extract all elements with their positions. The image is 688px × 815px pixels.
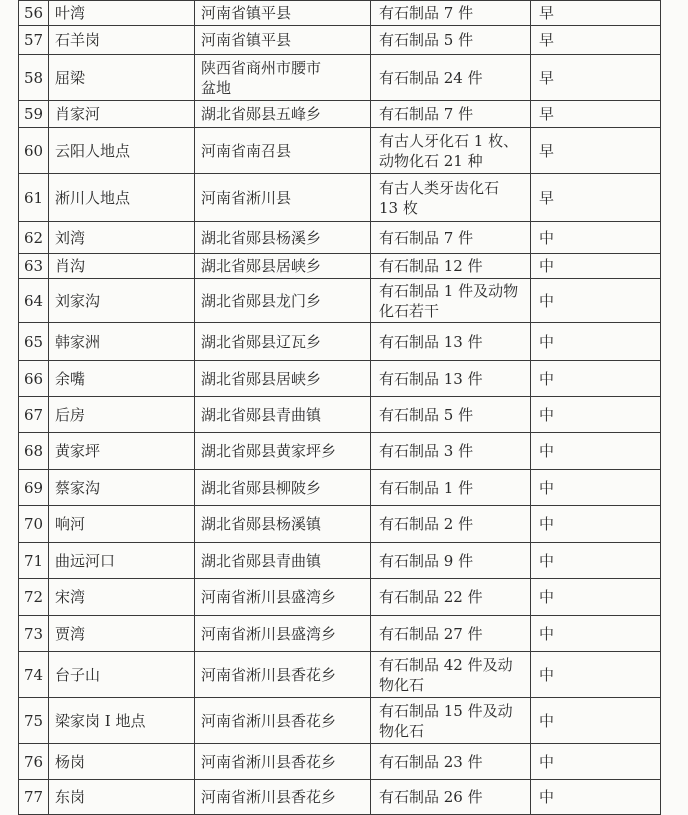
site-finds-text: 有石制品 1 件及动物 化石若干 bbox=[379, 281, 519, 320]
site-period-text: 中 bbox=[539, 711, 555, 730]
site-finds-text: 有石制品 13 件 bbox=[379, 332, 483, 351]
table-row bbox=[19, 361, 661, 397]
site-name-text: 肖家河 bbox=[55, 105, 101, 123]
site-period bbox=[531, 128, 661, 174]
site-location bbox=[195, 470, 371, 506]
row-number bbox=[19, 323, 49, 361]
site-period-text: 中 bbox=[539, 551, 555, 570]
table-row bbox=[19, 55, 661, 101]
site-period bbox=[531, 361, 661, 397]
site-finds-text: 有石制品 42 件及动 物化石 bbox=[379, 655, 513, 694]
site-period-text: 中 bbox=[539, 405, 555, 424]
site-finds-text: 有石制品 1 件 bbox=[379, 478, 474, 497]
site-finds bbox=[371, 361, 531, 397]
site-finds bbox=[371, 222, 531, 254]
site-name-text: 梁家岗 I 地点 bbox=[55, 711, 146, 730]
site-location-text: 湖北省郧县辽瓦乡 bbox=[201, 332, 322, 351]
row-number-text: 61 bbox=[23, 188, 44, 207]
table-row bbox=[19, 1, 661, 26]
site-location-text: 湖北省郧县杨溪镇 bbox=[201, 515, 322, 533]
table-row bbox=[19, 26, 661, 55]
row-number bbox=[19, 279, 49, 323]
site-name-text: 韩家洲 bbox=[55, 332, 101, 351]
table-row bbox=[19, 652, 661, 698]
row-number bbox=[19, 506, 49, 543]
site-name bbox=[49, 1, 195, 26]
row-number bbox=[19, 433, 49, 470]
site-location bbox=[195, 616, 371, 652]
site-period bbox=[531, 222, 661, 254]
row-number-text: 71 bbox=[23, 551, 44, 570]
site-name bbox=[49, 616, 195, 652]
site-location bbox=[195, 652, 371, 698]
site-location bbox=[195, 174, 371, 222]
table-row bbox=[19, 744, 661, 780]
site-location bbox=[195, 698, 371, 744]
site-period bbox=[531, 780, 661, 815]
site-name bbox=[49, 579, 195, 616]
site-location-text: 湖北省郧县居峡乡 bbox=[201, 257, 322, 275]
site-finds bbox=[371, 506, 531, 543]
site-location bbox=[195, 579, 371, 616]
site-name bbox=[49, 222, 195, 254]
site-period bbox=[531, 506, 661, 543]
site-name-text: 东岗 bbox=[55, 788, 86, 806]
row-number-text: 75 bbox=[23, 711, 44, 730]
row-number-text: 67 bbox=[23, 405, 44, 424]
row-number bbox=[19, 698, 49, 744]
site-location-text: 河南省镇平县 bbox=[201, 31, 292, 49]
row-number bbox=[19, 361, 49, 397]
site-name-text: 刘湾 bbox=[55, 228, 86, 247]
site-period-text: 中 bbox=[539, 752, 555, 771]
table-row bbox=[19, 174, 661, 222]
site-name bbox=[49, 506, 195, 543]
site-period bbox=[531, 397, 661, 433]
row-number bbox=[19, 780, 49, 815]
site-name bbox=[49, 433, 195, 470]
row-number-text: 56 bbox=[23, 4, 44, 22]
site-name-text: 蔡家沟 bbox=[55, 478, 101, 497]
row-number bbox=[19, 652, 49, 698]
site-location bbox=[195, 397, 371, 433]
site-finds-text: 有石制品 7 件 bbox=[379, 228, 474, 247]
site-period bbox=[531, 579, 661, 616]
row-number bbox=[19, 26, 49, 55]
site-name bbox=[49, 397, 195, 433]
site-name-text: 贾湾 bbox=[55, 624, 86, 643]
site-finds-text: 有石制品 15 件及动 物化石 bbox=[379, 701, 513, 740]
site-location bbox=[195, 1, 371, 26]
site-finds-text: 有石制品 22 件 bbox=[379, 588, 483, 606]
table-row bbox=[19, 397, 661, 433]
row-number-text: 63 bbox=[23, 257, 44, 275]
site-location bbox=[195, 323, 371, 361]
site-location-text: 陕西省商州市腰市 盆地 bbox=[201, 58, 322, 97]
site-name bbox=[49, 698, 195, 744]
site-finds bbox=[371, 279, 531, 323]
site-name-text: 刘家沟 bbox=[55, 291, 101, 310]
row-number bbox=[19, 101, 49, 128]
site-location bbox=[195, 128, 371, 174]
row-number-text: 64 bbox=[23, 291, 44, 310]
site-name bbox=[49, 254, 195, 279]
site-finds bbox=[371, 128, 531, 174]
site-name-text: 宋湾 bbox=[55, 588, 86, 606]
row-number-text: 59 bbox=[23, 105, 44, 123]
site-period bbox=[531, 1, 661, 26]
site-finds bbox=[371, 616, 531, 652]
site-location bbox=[195, 55, 371, 101]
site-period bbox=[531, 174, 661, 222]
site-period-text: 早 bbox=[539, 4, 555, 22]
site-period-text: 中 bbox=[539, 442, 555, 460]
table-row bbox=[19, 579, 661, 616]
site-period-text: 中 bbox=[539, 291, 555, 310]
row-number-text: 66 bbox=[23, 369, 44, 388]
site-finds-text: 有石制品 12 件 bbox=[379, 257, 483, 275]
site-location bbox=[195, 543, 371, 579]
site-location bbox=[195, 254, 371, 279]
site-location-text: 湖北省郧县青曲镇 bbox=[201, 551, 322, 570]
site-name-text: 黄家坪 bbox=[55, 442, 101, 460]
table-row bbox=[19, 470, 661, 506]
site-location bbox=[195, 744, 371, 780]
site-finds-text: 有石制品 26 件 bbox=[379, 788, 483, 806]
table-row bbox=[19, 128, 661, 174]
table-row bbox=[19, 101, 661, 128]
site-location-text: 河南省淅川县盛湾乡 bbox=[201, 624, 337, 643]
site-period-text: 中 bbox=[539, 588, 555, 606]
site-period bbox=[531, 616, 661, 652]
row-number-text: 72 bbox=[23, 588, 44, 606]
site-location bbox=[195, 101, 371, 128]
row-number bbox=[19, 55, 49, 101]
site-location-text: 河南省淅川县香花乡 bbox=[201, 788, 337, 806]
site-location-text: 河南省南召县 bbox=[201, 141, 292, 160]
site-finds-text: 有石制品 3 件 bbox=[379, 442, 474, 460]
site-location-text: 湖北省郧县居峡乡 bbox=[201, 369, 322, 388]
site-period-text: 中 bbox=[539, 257, 555, 275]
row-number bbox=[19, 616, 49, 652]
site-period bbox=[531, 101, 661, 128]
site-finds-text: 有石制品 23 件 bbox=[379, 752, 483, 771]
site-period-text: 中 bbox=[539, 665, 555, 684]
row-number-text: 76 bbox=[23, 752, 44, 771]
site-finds bbox=[371, 101, 531, 128]
row-number-text: 77 bbox=[23, 788, 44, 806]
row-number-text: 74 bbox=[23, 665, 44, 684]
table-row bbox=[19, 323, 661, 361]
site-period bbox=[531, 433, 661, 470]
site-location bbox=[195, 506, 371, 543]
site-finds-text: 有石制品 5 件 bbox=[379, 31, 474, 49]
site-finds bbox=[371, 433, 531, 470]
site-period-text: 中 bbox=[539, 788, 555, 806]
site-name-text: 淅川人地点 bbox=[55, 188, 131, 207]
site-finds-text: 有石制品 9 件 bbox=[379, 551, 474, 570]
site-finds bbox=[371, 26, 531, 55]
site-finds-text: 有石制品 2 件 bbox=[379, 515, 474, 533]
site-location-text: 河南省淅川县香花乡 bbox=[201, 711, 337, 730]
site-location-text: 河南省淅川县盛湾乡 bbox=[201, 588, 337, 606]
row-number bbox=[19, 174, 49, 222]
site-finds bbox=[371, 744, 531, 780]
row-number-text: 60 bbox=[23, 141, 44, 160]
site-period-text: 中 bbox=[539, 515, 555, 533]
site-location-text: 湖北省郧县五峰乡 bbox=[201, 105, 322, 123]
site-finds bbox=[371, 254, 531, 279]
site-period-text: 中 bbox=[539, 228, 555, 247]
site-name bbox=[49, 55, 195, 101]
site-name bbox=[49, 744, 195, 780]
site-location-text: 河南省淅川县香花乡 bbox=[201, 752, 337, 771]
site-period bbox=[531, 279, 661, 323]
table-row bbox=[19, 506, 661, 543]
row-number bbox=[19, 579, 49, 616]
site-name bbox=[49, 470, 195, 506]
site-location bbox=[195, 780, 371, 815]
site-period-text: 早 bbox=[539, 68, 555, 87]
row-number-text: 73 bbox=[23, 624, 44, 643]
row-number bbox=[19, 470, 49, 506]
site-name-text: 屈梁 bbox=[55, 68, 86, 87]
site-location bbox=[195, 361, 371, 397]
site-period bbox=[531, 543, 661, 579]
site-finds-text: 有石制品 24 件 bbox=[379, 68, 483, 87]
site-finds-text: 有古人牙化石 1 枚、 动物化石 21 种 bbox=[379, 131, 519, 170]
site-location-text: 湖北省郧县黄家坪乡 bbox=[201, 442, 337, 460]
site-name bbox=[49, 26, 195, 55]
site-name bbox=[49, 323, 195, 361]
site-location bbox=[195, 222, 371, 254]
site-period bbox=[531, 254, 661, 279]
site-period-text: 中 bbox=[539, 332, 555, 351]
site-period bbox=[531, 698, 661, 744]
site-name bbox=[49, 174, 195, 222]
site-finds bbox=[371, 470, 531, 506]
row-number bbox=[19, 254, 49, 279]
site-period-text: 中 bbox=[539, 478, 555, 497]
row-number-text: 62 bbox=[23, 228, 44, 247]
site-name-text: 叶湾 bbox=[55, 4, 86, 22]
site-period-text: 中 bbox=[539, 624, 555, 643]
table-row bbox=[19, 780, 661, 815]
table-row bbox=[19, 254, 661, 279]
row-number-text: 70 bbox=[23, 515, 44, 533]
site-finds bbox=[371, 579, 531, 616]
site-location-text: 湖北省郧县柳陂乡 bbox=[201, 478, 322, 497]
site-finds bbox=[371, 174, 531, 222]
site-finds bbox=[371, 397, 531, 433]
site-finds bbox=[371, 55, 531, 101]
site-name-text: 杨岗 bbox=[55, 752, 86, 771]
site-finds bbox=[371, 323, 531, 361]
table-row bbox=[19, 222, 661, 254]
site-period-text: 早 bbox=[539, 105, 555, 123]
site-location bbox=[195, 26, 371, 55]
table-row bbox=[19, 433, 661, 470]
site-period bbox=[531, 26, 661, 55]
table-row bbox=[19, 543, 661, 579]
site-period bbox=[531, 744, 661, 780]
row-number bbox=[19, 222, 49, 254]
row-number bbox=[19, 543, 49, 579]
table-row bbox=[19, 698, 661, 744]
site-name-text: 后房 bbox=[55, 405, 86, 424]
table-row bbox=[19, 279, 661, 323]
site-finds-text: 有石制品 7 件 bbox=[379, 4, 474, 22]
site-finds bbox=[371, 543, 531, 579]
site-name bbox=[49, 361, 195, 397]
site-name bbox=[49, 543, 195, 579]
site-name bbox=[49, 652, 195, 698]
site-name bbox=[49, 279, 195, 323]
site-name bbox=[49, 101, 195, 128]
row-number bbox=[19, 128, 49, 174]
site-period bbox=[531, 55, 661, 101]
site-location-text: 河南省淅川县香花乡 bbox=[201, 665, 337, 684]
site-period-text: 早 bbox=[539, 31, 555, 49]
site-period-text: 中 bbox=[539, 369, 555, 388]
site-location bbox=[195, 279, 371, 323]
site-location-text: 湖北省郧县杨溪乡 bbox=[201, 228, 322, 247]
site-name-text: 肖沟 bbox=[55, 257, 86, 275]
site-name-text: 响河 bbox=[55, 515, 86, 533]
row-number-text: 58 bbox=[23, 68, 44, 87]
site-location-text: 河南省镇平县 bbox=[201, 4, 292, 22]
site-finds-text: 有石制品 5 件 bbox=[379, 405, 474, 424]
site-period bbox=[531, 652, 661, 698]
row-number bbox=[19, 397, 49, 433]
site-finds-text: 有石制品 27 件 bbox=[379, 624, 483, 643]
row-number-text: 69 bbox=[23, 478, 44, 497]
site-finds bbox=[371, 698, 531, 744]
site-name bbox=[49, 780, 195, 815]
site-location-text: 河南省淅川县 bbox=[201, 188, 292, 207]
row-number-text: 57 bbox=[23, 31, 44, 49]
site-finds bbox=[371, 1, 531, 26]
site-period-text: 早 bbox=[539, 188, 555, 207]
row-number bbox=[19, 744, 49, 780]
row-number bbox=[19, 1, 49, 26]
site-name-text: 曲远河口 bbox=[55, 551, 116, 570]
row-number-text: 68 bbox=[23, 442, 44, 460]
site-name bbox=[49, 128, 195, 174]
site-name-text: 云阳人地点 bbox=[55, 141, 131, 160]
site-finds-text: 有古人类牙齿化石 13 枚 bbox=[379, 178, 500, 217]
site-location bbox=[195, 433, 371, 470]
sites-table bbox=[18, 0, 661, 815]
site-finds bbox=[371, 652, 531, 698]
site-finds-text: 有石制品 13 件 bbox=[379, 369, 483, 388]
site-period bbox=[531, 323, 661, 361]
row-number-text: 65 bbox=[23, 332, 44, 351]
site-period-text: 早 bbox=[539, 141, 555, 160]
sites-table-body bbox=[19, 1, 661, 815]
site-finds-text: 有石制品 7 件 bbox=[379, 105, 474, 123]
site-period bbox=[531, 470, 661, 506]
site-location-text: 湖北省郧县青曲镇 bbox=[201, 405, 322, 424]
site-finds bbox=[371, 780, 531, 815]
site-name-text: 台子山 bbox=[55, 665, 101, 684]
site-location-text: 湖北省郧县龙门乡 bbox=[201, 291, 322, 310]
table-row bbox=[19, 616, 661, 652]
site-name-text: 余嘴 bbox=[55, 369, 86, 388]
site-name-text: 石羊岗 bbox=[55, 31, 101, 49]
